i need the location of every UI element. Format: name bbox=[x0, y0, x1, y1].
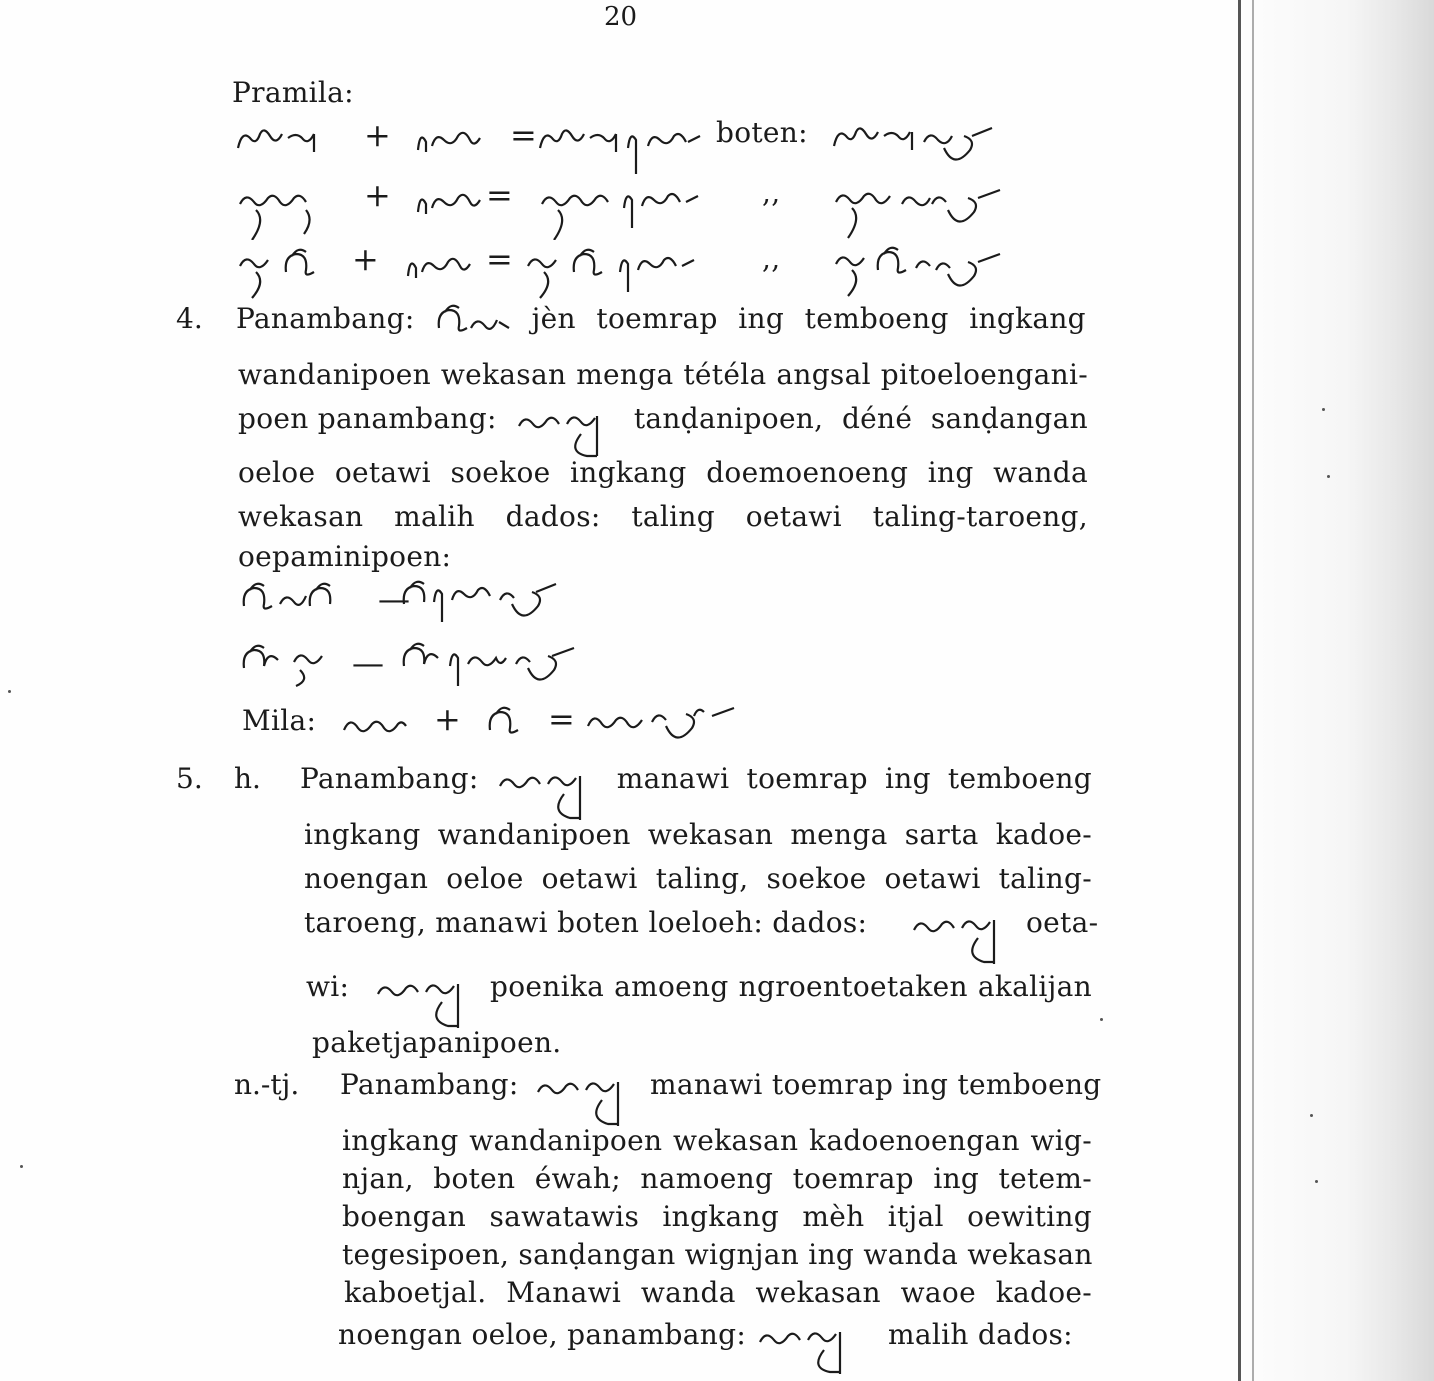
javanese-script-glyph bbox=[400, 638, 590, 702]
text: oeloe bbox=[238, 456, 316, 489]
text: oetawi bbox=[334, 456, 431, 489]
text: doemoenoeng bbox=[706, 456, 909, 489]
speck bbox=[20, 1165, 23, 1168]
javanese-script-glyph bbox=[374, 970, 478, 1034]
item5-n-line-7-end: malih dados: bbox=[888, 1318, 1073, 1351]
text: toemrap bbox=[746, 762, 868, 795]
javanese-script-glyph bbox=[584, 696, 754, 760]
text: toemrap bbox=[596, 302, 718, 335]
speck bbox=[1327, 475, 1330, 478]
item5-h-line-6: paketjapanipoen. bbox=[312, 1026, 562, 1059]
text: wandanipoen wekasan menga tétéla angsal pitoeloengani- bbox=[238, 358, 1088, 391]
plus-sign: + bbox=[364, 116, 391, 154]
item4-line-2 bbox=[238, 358, 1088, 392]
item5-h-line-2 bbox=[304, 818, 1092, 852]
text: tanḍanipoen, bbox=[633, 402, 824, 435]
item5-n-line-5 bbox=[342, 1238, 1092, 1272]
javanese-script-glyph bbox=[832, 178, 1012, 242]
javanese-script-glyph bbox=[414, 120, 494, 160]
javanese-script-glyph bbox=[240, 576, 360, 616]
speck bbox=[8, 690, 11, 693]
javanese-script-glyph bbox=[236, 120, 326, 160]
text: taling bbox=[631, 500, 715, 533]
javanese-script-glyph bbox=[832, 242, 1012, 306]
text: poenika amoeng ngroentoetaken akalijan bbox=[490, 970, 1092, 1003]
equals-sign: = bbox=[486, 240, 513, 278]
text: manawi bbox=[616, 762, 730, 795]
text: noengan oeloe oetawi taling, soekoe oetawi taling- bbox=[304, 862, 1092, 895]
boten-word: boten: bbox=[716, 116, 808, 149]
equals-sign: = bbox=[510, 116, 537, 154]
speck bbox=[1310, 1114, 1313, 1117]
dash-sign: — bbox=[352, 644, 384, 682]
javanese-script-glyph bbox=[236, 244, 336, 300]
text: ingkang bbox=[570, 456, 687, 489]
speck bbox=[1315, 1180, 1318, 1183]
text: njan, boten éwah; namoeng toemrap ing tetem- bbox=[342, 1162, 1092, 1195]
item5-h-line-5 bbox=[490, 970, 1092, 1004]
item4-line-5 bbox=[238, 500, 1088, 534]
text: malih bbox=[394, 500, 475, 533]
javanese-script-glyph bbox=[756, 1318, 860, 1378]
text: soekoe bbox=[450, 456, 551, 489]
text: manawi toemrap ing temboeng bbox=[650, 1068, 1102, 1101]
text: dados: bbox=[505, 500, 601, 533]
item-number-5: 5. bbox=[176, 762, 203, 795]
text: ingkang bbox=[969, 302, 1086, 335]
equals-sign: = bbox=[548, 700, 575, 738]
sub-item-h: h. bbox=[234, 762, 261, 795]
item5-n-line-6 bbox=[344, 1276, 1092, 1310]
ditto-mark: ,, bbox=[762, 176, 781, 209]
page-fold-line-secondary bbox=[1252, 0, 1254, 1381]
item5-n-line-1 bbox=[650, 1068, 1102, 1102]
text: taling-taroeng, bbox=[872, 500, 1088, 533]
item5-n-line-1-start: Panambang: bbox=[340, 1068, 519, 1101]
javanese-script-glyph bbox=[524, 244, 714, 304]
javanese-script-glyph bbox=[400, 574, 570, 638]
text: boengan sawatawis ingkang mèh itjal oewiting bbox=[342, 1200, 1092, 1233]
text: kaboetjal. Manawi wanda wekasan waoe kadoe- bbox=[344, 1276, 1092, 1309]
javanese-script-glyph bbox=[236, 180, 336, 240]
text: déné bbox=[841, 402, 913, 435]
text: tegesipoen, sanḍangan wignjan ing wanda wekasan bbox=[342, 1238, 1093, 1271]
mila-label: Mila: bbox=[242, 704, 317, 737]
javanese-script-glyph bbox=[534, 1068, 638, 1132]
javanese-script-glyph bbox=[486, 700, 526, 740]
text: poen panambang: bbox=[238, 402, 497, 435]
item4-line-4 bbox=[238, 456, 1088, 490]
javanese-script-glyph bbox=[832, 118, 1002, 178]
plus-sign: + bbox=[352, 240, 379, 278]
text: jèn bbox=[531, 302, 576, 335]
javanese-script-glyph bbox=[910, 906, 1014, 970]
javanese-script-glyph bbox=[340, 704, 420, 740]
item5-h-line-5-start: wi: bbox=[306, 970, 350, 1003]
item-number-4: 4. bbox=[176, 302, 203, 335]
text: ing bbox=[738, 302, 785, 335]
speck bbox=[1322, 408, 1325, 411]
text: taroeng, manawi boten loeloeh: dados: bbox=[304, 906, 868, 939]
item5-h-line-3 bbox=[304, 862, 1092, 896]
sub-item-n-tj: n.-tj. bbox=[234, 1068, 300, 1101]
item4-line-6: oepaminipoen: bbox=[238, 540, 452, 573]
javanese-script-glyph bbox=[414, 182, 494, 222]
item5-n-line-2 bbox=[342, 1124, 1092, 1158]
text: oetawi bbox=[745, 500, 842, 533]
text: ingkang wandanipoen wekasan kadoenoengan wig- bbox=[342, 1124, 1092, 1157]
item5-n-line-7-start: noengan oeloe, panambang: bbox=[338, 1318, 747, 1351]
javanese-script-glyph bbox=[435, 302, 511, 344]
item5-n-line-3 bbox=[342, 1162, 1092, 1196]
page-number: 20 bbox=[604, 2, 638, 32]
adjacent-page-edge bbox=[1238, 0, 1434, 1381]
plus-sign: + bbox=[364, 176, 391, 214]
item5-h-line-4-end: oeta- bbox=[1026, 906, 1099, 939]
item4-line-1 bbox=[236, 302, 1086, 344]
item5-n-line-4 bbox=[342, 1200, 1092, 1234]
text: temboeng bbox=[947, 762, 1092, 795]
text: Panambang: bbox=[300, 762, 479, 795]
text: wanda bbox=[993, 456, 1088, 489]
text: Panambang: bbox=[236, 302, 415, 335]
text: ing bbox=[884, 762, 931, 795]
javanese-script-glyph bbox=[538, 120, 708, 180]
speck bbox=[1100, 1018, 1103, 1021]
intro-label: Pramila: bbox=[232, 76, 354, 109]
javanese-script-glyph bbox=[240, 640, 360, 688]
text: ing bbox=[927, 456, 974, 489]
plus-sign: + bbox=[434, 700, 461, 738]
javanese-script-glyph bbox=[538, 180, 718, 240]
dash-sign: — bbox=[378, 580, 410, 618]
text: temboeng bbox=[804, 302, 949, 335]
text: wekasan bbox=[238, 500, 364, 533]
javanese-script-glyph bbox=[404, 246, 484, 286]
ditto-mark: ,, bbox=[762, 242, 781, 275]
text: ingkang wandanipoen wekasan menga sarta kadoe- bbox=[304, 818, 1092, 851]
text: sanḍangan bbox=[930, 402, 1088, 435]
equals-sign: = bbox=[486, 176, 513, 214]
item5-h-line-4 bbox=[304, 906, 867, 940]
page-fold-line bbox=[1238, 0, 1241, 1381]
